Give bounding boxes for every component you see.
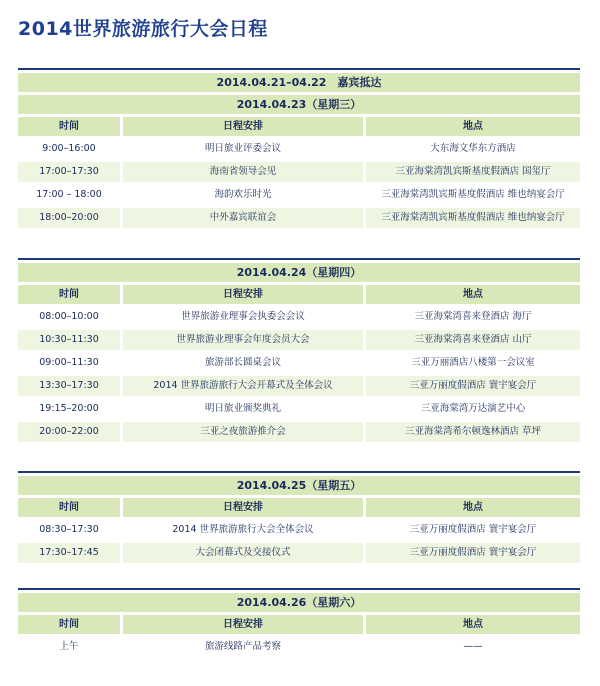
table-row	[18, 637, 580, 657]
day-banner: 2014.04.23（星期三）	[18, 95, 580, 114]
cell-agenda: 旅游部长圆桌会议	[204, 357, 281, 368]
section-rule	[18, 258, 580, 260]
section-rule	[18, 68, 580, 70]
table-header	[18, 615, 580, 634]
cell-location: 三亚海棠湾凯宾斯基度假酒店 国玺厅	[366, 162, 580, 182]
header-agenda: 日程安排	[123, 117, 363, 136]
cell-location: 三亚万丽酒店八楼第一会议室	[411, 357, 535, 368]
cell-agenda: 海南省领导会见	[123, 162, 363, 182]
cell-location: 三亚海棠湾希尔顿逸林酒店 草坪	[366, 422, 580, 442]
cell-agenda: 明日旅业颁奖典礼	[204, 403, 281, 414]
table-header	[18, 498, 580, 517]
cell-time: 09:00–11:30	[39, 357, 99, 368]
cell-agenda: 三亚之夜旅游推介会	[123, 422, 363, 442]
table-row	[18, 422, 580, 442]
cell-location: 三亚万丽度假酒店 寰宇宴会厅	[366, 376, 580, 396]
cell-time: 17:30–17:45	[18, 543, 120, 563]
table-row	[18, 543, 580, 563]
header-agenda: 日程安排	[123, 285, 363, 304]
table-header	[18, 117, 580, 136]
cell-time: 10:30–11:30	[18, 330, 120, 350]
header-agenda: 日程安排	[123, 615, 363, 634]
cell-agenda: 旅游线路产品考察	[204, 641, 281, 652]
header-agenda: 日程安排	[123, 498, 363, 517]
cell-time: 17:00 – 18:00	[36, 189, 102, 200]
cell-location: 三亚万丽度假酒店 寰宇宴会厅	[366, 543, 580, 563]
table-header	[18, 285, 580, 304]
cell-time: 17:00–17:30	[18, 162, 120, 182]
schedule-block-0426	[18, 588, 580, 657]
cell-time: 08:00–10:00	[39, 311, 99, 322]
cell-agenda: 中外嘉宾联谊会	[123, 208, 363, 228]
schedule-block-0425	[18, 471, 580, 563]
cell-time: 20:00–22:00	[18, 422, 120, 442]
cell-location: 三亚海棠湾喜来登酒店 山厅	[366, 330, 580, 350]
cell-agenda: 海韵欢乐时光	[214, 189, 272, 200]
table-row	[18, 353, 580, 373]
table-row	[18, 139, 580, 159]
schedule-block-0423	[18, 68, 580, 228]
header-time: 时间	[18, 117, 120, 136]
day-banner: 2014.04.24（星期四）	[18, 263, 580, 282]
cell-location: 三亚万丽度假酒店 寰宇宴会厅	[409, 524, 537, 535]
cell-time: 上午	[59, 641, 79, 652]
table-row	[18, 376, 580, 396]
page-title: 2014世界旅游旅行大会日程	[18, 18, 268, 40]
cell-agenda: 2014 世界旅游旅行大会开幕式及全体会议	[123, 376, 363, 396]
cell-agenda: 世界旅游业理事会执委会会议	[181, 311, 305, 322]
table-row	[18, 399, 580, 419]
day-banner: 2014.04.26（星期六）	[18, 593, 580, 612]
cell-agenda: 明日旅业评委会议	[204, 143, 281, 154]
header-time: 时间	[18, 285, 120, 304]
cell-location: ——	[463, 641, 483, 652]
arrival-banner: 2014.04.21–04.22 嘉宾抵达	[18, 73, 580, 92]
section-rule	[18, 471, 580, 473]
cell-location: 三亚海棠湾凯宾斯基度假酒店 维也纳宴会厅	[366, 208, 580, 228]
header-location: 地点	[366, 615, 580, 634]
table-row	[18, 520, 580, 540]
cell-time: 19:15–20:00	[39, 403, 99, 414]
table-row	[18, 307, 580, 327]
table-row	[18, 330, 580, 350]
cell-location: 三亚海棠湾万达演艺中心	[420, 403, 526, 414]
cell-time: 08:30–17:30	[39, 524, 99, 535]
cell-time: 13:30–17:30	[18, 376, 120, 396]
header-location: 地点	[366, 498, 580, 517]
schedule-block-0424	[18, 258, 580, 442]
table-row	[18, 162, 580, 182]
header-location: 地点	[366, 117, 580, 136]
header-time: 时间	[18, 498, 120, 517]
cell-time: 18:00–20:00	[18, 208, 120, 228]
cell-location: 三亚海棠湾凯宾斯基度假酒店 维也纳宴会厅	[381, 189, 565, 200]
table-row	[18, 185, 580, 205]
header-time: 时间	[18, 615, 120, 634]
cell-agenda: 大会闭幕式及交接仪式	[123, 543, 363, 563]
cell-agenda: 世界旅游业理事会年度会员大会	[123, 330, 363, 350]
cell-location: 大东海文华东方酒店	[430, 143, 516, 154]
cell-agenda: 2014 世界旅游旅行大会全体会议	[172, 524, 314, 535]
cell-location: 三亚海棠湾喜来登酒店 海厅	[414, 311, 532, 322]
section-rule	[18, 588, 580, 590]
header-location: 地点	[366, 285, 580, 304]
day-banner: 2014.04.25（星期五）	[18, 476, 580, 495]
table-row	[18, 208, 580, 228]
cell-time: 9:00–16:00	[42, 143, 96, 154]
